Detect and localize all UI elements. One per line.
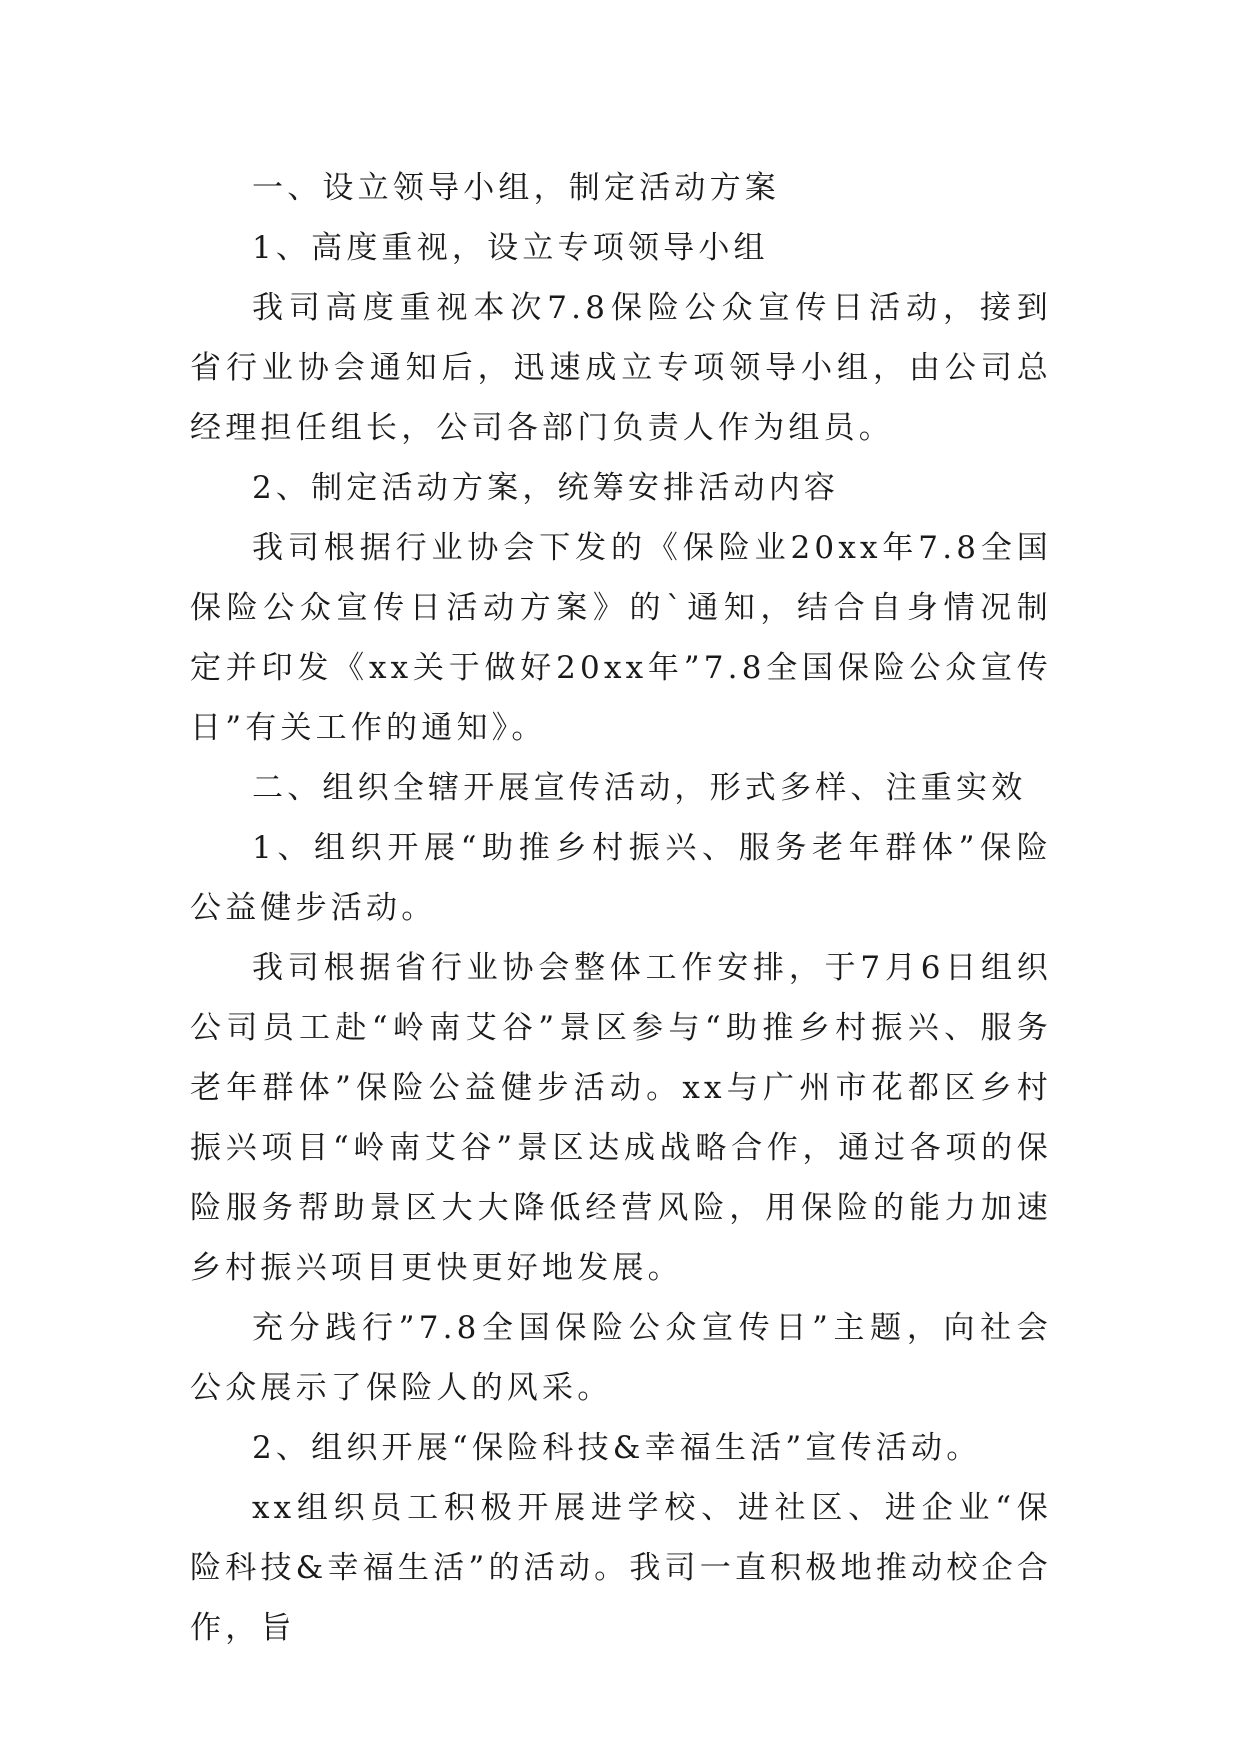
document-body — [190, 158, 1052, 1658]
subheading-1-1: 1、高度重视，设立专项领导小组 — [252, 230, 769, 266]
body-paragraph: 我司高度重视本次7.8保险公众宣传日活动，接到省行业协会通知后，迅速成立专项领导小组，由公司总经理担任组长，公司各部门负责人作为组员。 — [190, 290, 1052, 446]
body-paragraph: 我司根据行业协会下发的《保险业20xx年7.8全国保险公众宣传日活动方案》的`通知，结合自身情况制定并印发《xx关于做好20xx年”7.8全国保险公众宣传日”有关工作的通知》。 — [190, 530, 1052, 746]
body-paragraph: 我司根据省行业协会整体工作安排，于7月6日组织公司员工赴“岭南艾谷”景区参与“助推乡村振兴、服务老年群体”保险公益健步活动。xx与广州市花都区乡村振兴项目“岭南艾谷”景区达成战略合作，通过各项的保险服务帮助景区大大降低经营风险，用保险的能力加速乡村振兴项目更快更好地发展。 — [190, 950, 1052, 1286]
subheading-2-1: 1、组织开展“助推乡村振兴、服务老年群体”保险公益健步活动。 — [190, 830, 1052, 926]
body-paragraph: 充分践行”7.8全国保险公众宣传日”主题，向社会公众展示了保险人的风采。 — [190, 1310, 1052, 1406]
subheading-1-2: 2、制定活动方案，统筹安排活动内容 — [252, 470, 840, 506]
body-paragraph: xx组织员工积极开展进学校、进社区、进企业“保险科技&幸福生活”的活动。我司一直积极地推动校企合作，旨 — [190, 1490, 1052, 1646]
section-heading-2: 二、组织全辖开展宣传活动，形式多样、注重实效 — [252, 770, 1027, 806]
subheading-2-2: 2、组织开展“保险科技&幸福生活”宣传活动。 — [252, 1430, 982, 1466]
section-heading-1: 一、设立领导小组，制定活动方案 — [252, 170, 780, 206]
